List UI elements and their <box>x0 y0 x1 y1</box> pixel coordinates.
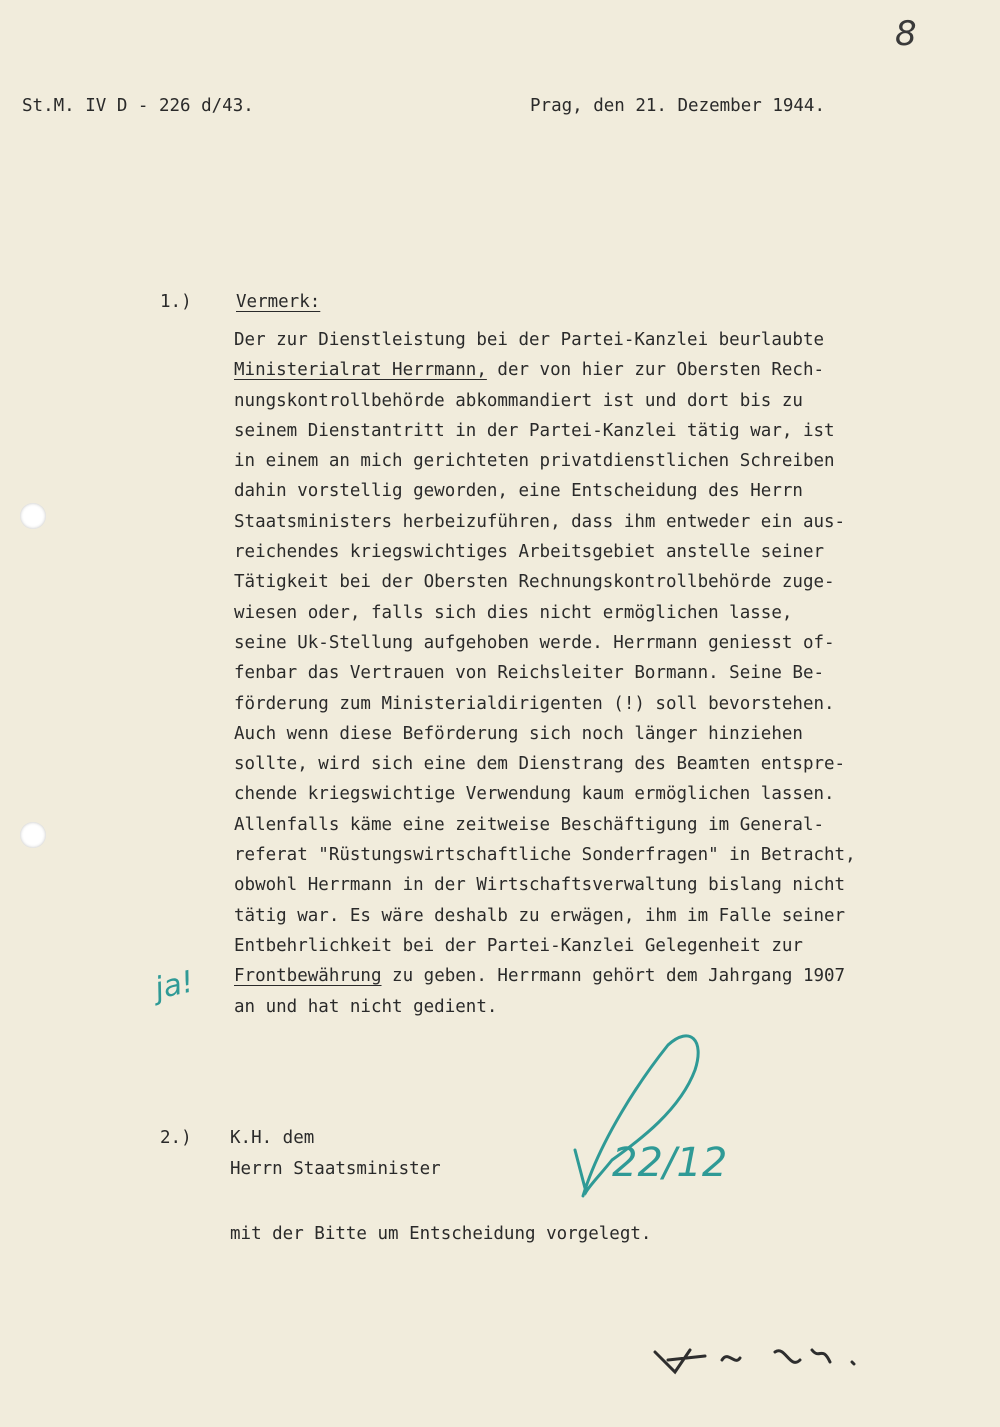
pen-signature-stroke <box>575 1036 698 1196</box>
line-text: dahin vorstellig geworden, eine Entscheidung des Herrn <box>234 481 803 502</box>
line-text: chende kriegswichtige Verwendung kaum ermöglichen lassen. <box>234 784 835 805</box>
section-2-line-3: mit der Bitte um Entscheidung vorgelegt. <box>230 1224 652 1244</box>
line-text: obwohl Herrmann in der Wirtschaftsverwaltung bislang nicht <box>234 875 846 896</box>
underlined-phrase: Frontbewährung <box>234 966 382 987</box>
pen-note-ja: ja! <box>151 964 197 1007</box>
line-text: der von hier zur Obersten Rech- <box>486 360 825 381</box>
line-text: reichendes kriegswichtiges Arbeitsgebiet anstelle seiner <box>234 542 825 563</box>
line-text: Staatsministers herbeizuführen, dass ihm entweder ein aus- <box>234 511 846 532</box>
page-number-mark: 8 <box>895 14 917 54</box>
section-2-number: 2.) <box>160 1128 192 1148</box>
section-1-number: 1.) <box>160 292 192 312</box>
line-text: seine Uk-Stellung aufgehoben werde. Herrmann geniesst of- <box>234 632 835 653</box>
line-text: referat "Rüstungswirtschaftliche Sonderfragen" in Betracht, <box>234 845 856 866</box>
line-text: seinem Dienstantritt in der Partei-Kanzlei tätig war, ist <box>234 420 835 441</box>
line-text: Auch wenn diese Beförderung sich noch länger hinziehen <box>234 723 803 744</box>
line-text: in einem an mich gerichteten privatdienstlichen Schreiben <box>234 451 835 472</box>
pen-date: 22/12 <box>612 1140 728 1186</box>
line-text: tätig war. Es wäre deshalb zu erwägen, ihm im Falle seiner <box>234 905 846 926</box>
line-text: zu geben. Herrmann gehört dem Jahrgang 1907 <box>381 966 846 987</box>
line-text: an und hat nicht gedient. <box>234 996 498 1017</box>
line-text: Allenfalls käme eine zeitweise Beschäftigung im General- <box>234 814 825 835</box>
pencil-initial-stroke <box>655 1350 854 1372</box>
line-text: wiesen oder, falls sich dies nicht ermöglichen lasse, <box>234 602 793 623</box>
line-text: fenbar das Vertrauen von Reichsleiter Bormann. Seine Be- <box>234 663 825 684</box>
line-text: nungskontrollbehörde abkommandiert ist und dort bis zu <box>234 390 803 411</box>
line-text: förderung zum Ministerialdirigenten (!) soll bevorstehen. <box>234 693 835 714</box>
line-text: Tätigkeit bei der Obersten Rechnungskontrollbehörde zuge- <box>234 572 835 593</box>
line-text: sollte, wird sich eine dem Dienstrang des Beamten entspre- <box>234 754 846 775</box>
reference-number: St.M. IV D - 226 d/43. <box>22 96 254 116</box>
line-text: Der zur Dienstleistung bei der Partei-Kanzlei beurlaubte <box>234 330 825 350</box>
section-1-heading: Vermerk: <box>236 292 321 312</box>
section-2-line-2: Herrn Staatsminister <box>230 1159 441 1179</box>
underlined-phrase: Ministerialrat Herrmann, <box>234 360 487 381</box>
date-line: Prag, den 21. Dezember 1944. <box>530 96 826 116</box>
section-2-line-1: K.H. dem <box>230 1128 315 1148</box>
line-text: Entbehrlichkeit bei der Partei-Kanzlei Gelegenheit zur <box>234 935 803 956</box>
